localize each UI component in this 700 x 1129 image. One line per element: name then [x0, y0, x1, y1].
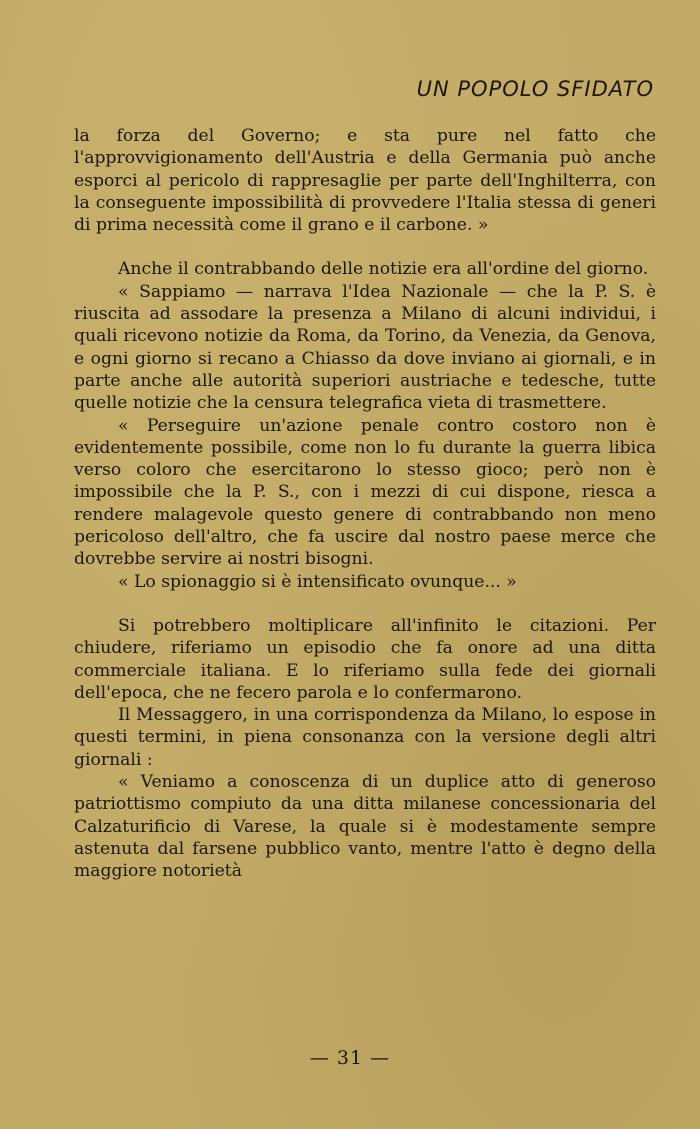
paragraph-quote-espionage: « Lo spionaggio si è intensificato ovunque... » — [118, 571, 517, 592]
paragraph-messaggero: Il Messaggero, in una corrispondenza da Milano, lo espose in questi termini, in piena consonanza con la versione degli altri giornali : — [74, 705, 656, 770]
paragraph-continuation: la forza del Governo; e sta pure nel fatto che l'approvvigionamento dell'Austria e della Germania può anche esporci al pericolo di rappresaglie per parte dell'Inghilterra, con la conseguente impossibilità di provvedere l'Italia stessa di generi di prima necessità come il grano e il carbone. » — [74, 126, 656, 236]
page-number: — 31 — — [309, 1047, 391, 1069]
running-title: UN POPOLO SFIDATO — [416, 77, 654, 101]
paragraph-quote-penal-action: « Perseguire un'azione penale contro costoro non è evidentemente possibile, come non lo fu durante la guerra libica verso coloro che esercitarono lo stesso gioco; però non è impossibile che la P. S., con i mezzi di cui dispone, riesca a rendere malagevole questo genere di contrabbando non meno pericoloso dell'altro, che fa uscire dal nostro paese merce che dovrebbe servire ai nostri bisogni. — [74, 415, 656, 570]
paragraph-quote-idea-nazionale: « Sappiamo — narrava l'Idea Nazionale — che la P. S. è riuscita ad assodare la presenza a Milano di alcuni individui, i quali ricevono notizie da Roma, da Torino, da Venezia, da Genova, e ogni giorno si recano a Chiasso da dove inviano ai giornali, e in parte anche alle autorità superiori austriache e tedesche, tutte quelle notizie che la censura telegrafica vieta di trasmettere. — [74, 281, 656, 414]
paragraph-contraband: Anche il contrabbando delle notizie era all'ordine del giorno. — [118, 259, 649, 280]
paragraph-quote-patriotism: « Veniamo a conoscenza di un duplice atto di generoso patriottismo compiuto da una ditta milanese concessionaria del Calzaturificio di Varese, la quale si è modestamente sempre astenuta dal farsene pubblico vanto, mentre l'atto è degno della maggiore notorietà — [74, 772, 656, 882]
paragraph-citations: Si potrebbero moltiplicare all'infinito le citazioni. Per chiudere, riferiamo un episodio che fa onore ad una ditta commerciale italiana. E lo riferiamo sulla fede dei giornali dell'epoca, che ne fecero parola e lo confermarono. — [74, 615, 656, 703]
body-text — [74, 125, 656, 883]
